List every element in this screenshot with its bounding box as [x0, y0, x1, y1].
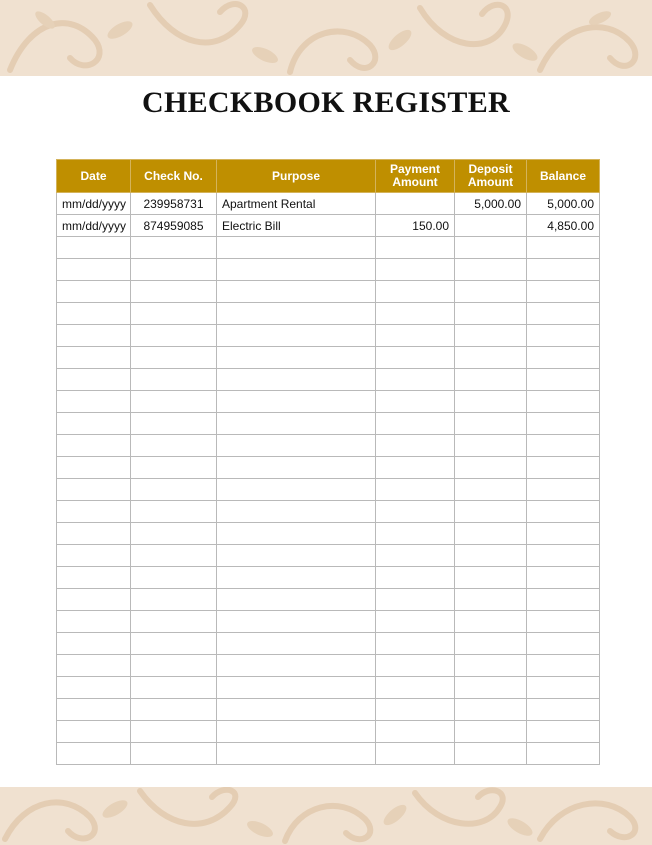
cell-purpose: [217, 611, 376, 633]
cell-date: mm/dd/yyyy: [57, 193, 131, 215]
cell-date: [57, 325, 131, 347]
cell-deposit-amount: [455, 699, 527, 721]
cell-balance: [527, 391, 600, 413]
table-row: [57, 677, 600, 699]
cell-purpose: [217, 567, 376, 589]
cell-date: [57, 479, 131, 501]
cell-date: [57, 655, 131, 677]
cell-check-no: [131, 259, 217, 281]
table-row: [57, 303, 600, 325]
cell-purpose: [217, 479, 376, 501]
cell-balance: [527, 501, 600, 523]
cell-deposit-amount: [455, 743, 527, 765]
cell-purpose: Electric Bill: [217, 215, 376, 237]
cell-date: [57, 677, 131, 699]
cell-check-no: [131, 501, 217, 523]
cell-payment-amount: [376, 479, 455, 501]
cell-purpose: [217, 435, 376, 457]
cell-payment-amount: [376, 259, 455, 281]
cell-deposit-amount: [455, 655, 527, 677]
table-row: [57, 259, 600, 281]
cell-check-no: [131, 633, 217, 655]
cell-payment-amount: [376, 699, 455, 721]
checkbook-register-table: [56, 159, 600, 765]
cell-payment-amount: [376, 545, 455, 567]
cell-date: [57, 281, 131, 303]
floral-ornament-bottom: [0, 787, 652, 845]
cell-deposit-amount: [455, 303, 527, 325]
floral-ornament-top: [0, 0, 652, 76]
cell-check-no: [131, 721, 217, 743]
cell-purpose: [217, 303, 376, 325]
cell-purpose: [217, 633, 376, 655]
cell-purpose: [217, 369, 376, 391]
cell-payment-amount: [376, 501, 455, 523]
cell-deposit-amount: [455, 589, 527, 611]
cell-deposit-amount: [455, 259, 527, 281]
cell-payment-amount: [376, 457, 455, 479]
table-row: [57, 479, 600, 501]
table-row: [57, 369, 600, 391]
cell-payment-amount: [376, 655, 455, 677]
decorative-footer-band: [0, 787, 652, 845]
cell-balance: [527, 721, 600, 743]
cell-balance: [527, 479, 600, 501]
table-row: [57, 413, 600, 435]
cell-date: [57, 303, 131, 325]
cell-balance: [527, 545, 600, 567]
cell-check-no: [131, 281, 217, 303]
cell-balance: [527, 281, 600, 303]
decorative-header-band: [0, 0, 652, 76]
cell-payment-amount: [376, 193, 455, 215]
column-header-balance: Balance: [527, 160, 600, 193]
cell-check-no: [131, 303, 217, 325]
table-row: [57, 523, 600, 545]
cell-balance: [527, 369, 600, 391]
cell-purpose: [217, 501, 376, 523]
cell-check-no: [131, 655, 217, 677]
cell-balance: [527, 237, 600, 259]
table-body: [57, 193, 600, 765]
cell-deposit-amount: [455, 501, 527, 523]
cell-purpose: [217, 677, 376, 699]
cell-deposit-amount: [455, 325, 527, 347]
cell-deposit-amount: [455, 457, 527, 479]
cell-payment-amount: [376, 633, 455, 655]
cell-deposit-amount: [455, 413, 527, 435]
cell-deposit-amount: [455, 237, 527, 259]
cell-payment-amount: [376, 303, 455, 325]
cell-purpose: [217, 281, 376, 303]
cell-date: [57, 567, 131, 589]
cell-date: [57, 699, 131, 721]
cell-check-no: [131, 413, 217, 435]
cell-deposit-amount: [455, 611, 527, 633]
cell-check-no: [131, 457, 217, 479]
table-row: [57, 611, 600, 633]
table-row: [57, 435, 600, 457]
column-header-check-no: Check No.: [131, 160, 217, 193]
cell-balance: [527, 677, 600, 699]
cell-deposit-amount: [455, 479, 527, 501]
table-row: [57, 347, 600, 369]
cell-purpose: [217, 523, 376, 545]
cell-payment-amount: 150.00: [376, 215, 455, 237]
cell-date: [57, 743, 131, 765]
cell-deposit-amount: [455, 567, 527, 589]
table-row: [57, 655, 600, 677]
cell-balance: [527, 523, 600, 545]
cell-date: [57, 413, 131, 435]
cell-balance: [527, 259, 600, 281]
table-row: [57, 633, 600, 655]
table-row: [57, 237, 600, 259]
cell-payment-amount: [376, 435, 455, 457]
cell-payment-amount: [376, 677, 455, 699]
cell-deposit-amount: [455, 633, 527, 655]
cell-deposit-amount: [455, 391, 527, 413]
cell-check-no: [131, 369, 217, 391]
cell-deposit-amount: [455, 435, 527, 457]
cell-check-no: [131, 545, 217, 567]
cell-purpose: [217, 259, 376, 281]
cell-balance: [527, 743, 600, 765]
cell-balance: [527, 435, 600, 457]
cell-payment-amount: [376, 611, 455, 633]
cell-payment-amount: [376, 325, 455, 347]
cell-balance: [527, 699, 600, 721]
cell-deposit-amount: [455, 347, 527, 369]
cell-balance: [527, 567, 600, 589]
cell-check-no: [131, 325, 217, 347]
cell-balance: [527, 589, 600, 611]
cell-payment-amount: [376, 743, 455, 765]
cell-date: [57, 259, 131, 281]
column-header-payment-amount: Payment Amount: [376, 160, 455, 193]
cell-check-no: [131, 743, 217, 765]
column-header-date: Date: [57, 160, 131, 193]
cell-purpose: [217, 457, 376, 479]
table-row: [57, 281, 600, 303]
table-row: [57, 545, 600, 567]
cell-balance: [527, 347, 600, 369]
table-row: [57, 391, 600, 413]
cell-balance: [527, 457, 600, 479]
cell-check-no: 239958731: [131, 193, 217, 215]
cell-date: [57, 721, 131, 743]
column-header-deposit-amount: Deposit Amount: [455, 160, 527, 193]
cell-check-no: [131, 435, 217, 457]
cell-date: [57, 633, 131, 655]
cell-purpose: [217, 325, 376, 347]
cell-deposit-amount: [455, 369, 527, 391]
cell-balance: [527, 413, 600, 435]
cell-payment-amount: [376, 347, 455, 369]
cell-purpose: [217, 721, 376, 743]
cell-deposit-amount: [455, 215, 527, 237]
cell-date: [57, 391, 131, 413]
cell-payment-amount: [376, 391, 455, 413]
cell-purpose: [217, 237, 376, 259]
cell-check-no: [131, 567, 217, 589]
cell-payment-amount: [376, 523, 455, 545]
cell-check-no: [131, 237, 217, 259]
table-row: [57, 589, 600, 611]
cell-date: [57, 501, 131, 523]
cell-check-no: [131, 347, 217, 369]
cell-payment-amount: [376, 281, 455, 303]
column-header-purpose: Purpose: [217, 160, 376, 193]
cell-date: [57, 523, 131, 545]
cell-purpose: [217, 743, 376, 765]
cell-balance: 4,850.00: [527, 215, 600, 237]
page-title: CHECKBOOK REGISTER: [142, 86, 510, 119]
table-row: [57, 699, 600, 721]
cell-deposit-amount: [455, 545, 527, 567]
cell-payment-amount: [376, 721, 455, 743]
cell-balance: [527, 325, 600, 347]
cell-purpose: [217, 589, 376, 611]
cell-purpose: [217, 413, 376, 435]
cell-purpose: [217, 655, 376, 677]
cell-deposit-amount: [455, 523, 527, 545]
table-row: [57, 193, 600, 215]
table-header-row: [57, 160, 600, 193]
cell-check-no: [131, 699, 217, 721]
table-row: [57, 501, 600, 523]
cell-check-no: [131, 523, 217, 545]
cell-check-no: [131, 611, 217, 633]
cell-purpose: [217, 699, 376, 721]
cell-date: [57, 369, 131, 391]
cell-balance: [527, 303, 600, 325]
cell-payment-amount: [376, 369, 455, 391]
cell-check-no: 874959085: [131, 215, 217, 237]
cell-date: [57, 589, 131, 611]
cell-payment-amount: [376, 413, 455, 435]
cell-purpose: Apartment Rental: [217, 193, 376, 215]
cell-date: [57, 347, 131, 369]
cell-purpose: [217, 347, 376, 369]
cell-payment-amount: [376, 237, 455, 259]
table-row: [57, 215, 600, 237]
cell-deposit-amount: [455, 281, 527, 303]
cell-balance: 5,000.00: [527, 193, 600, 215]
table-row: [57, 721, 600, 743]
cell-date: mm/dd/yyyy: [57, 215, 131, 237]
cell-balance: [527, 633, 600, 655]
table-row: [57, 457, 600, 479]
cell-balance: [527, 611, 600, 633]
cell-date: [57, 237, 131, 259]
table-row: [57, 325, 600, 347]
cell-check-no: [131, 589, 217, 611]
cell-date: [57, 611, 131, 633]
cell-check-no: [131, 677, 217, 699]
cell-deposit-amount: 5,000.00: [455, 193, 527, 215]
cell-date: [57, 435, 131, 457]
table-row: [57, 743, 600, 765]
cell-balance: [527, 655, 600, 677]
cell-check-no: [131, 391, 217, 413]
cell-deposit-amount: [455, 721, 527, 743]
cell-date: [57, 545, 131, 567]
cell-date: [57, 457, 131, 479]
table-row: [57, 567, 600, 589]
cell-purpose: [217, 545, 376, 567]
cell-check-no: [131, 479, 217, 501]
cell-payment-amount: [376, 567, 455, 589]
cell-payment-amount: [376, 589, 455, 611]
cell-purpose: [217, 391, 376, 413]
cell-deposit-amount: [455, 677, 527, 699]
